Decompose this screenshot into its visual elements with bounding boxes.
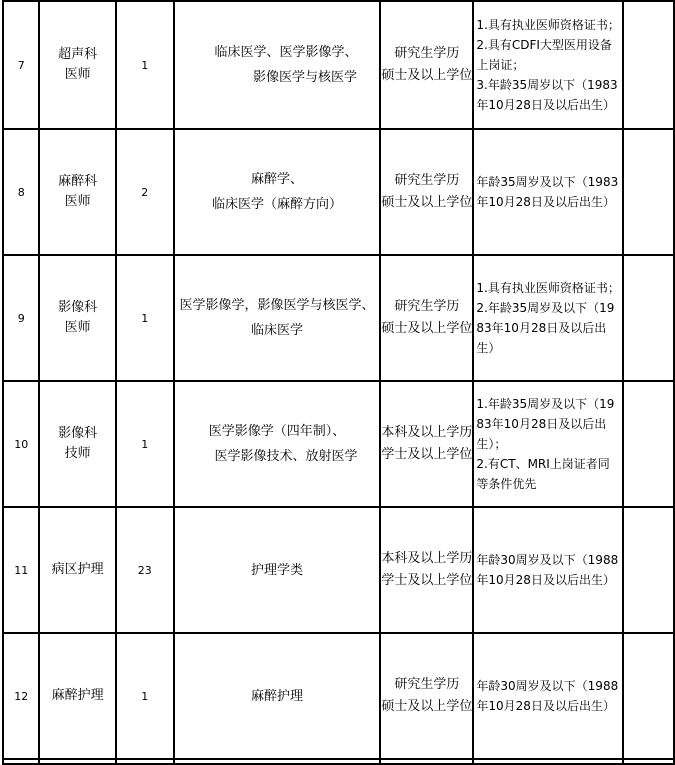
major-line: 麻醉护理 <box>251 688 304 704</box>
position-cell <box>39 1 115 129</box>
table-row <box>3 129 674 255</box>
remarks-cell <box>623 255 674 381</box>
education-line: 学士及以上学位 <box>381 573 473 588</box>
row-number: 10 <box>3 381 39 507</box>
education-line: 本科及以上学历 <box>381 425 473 440</box>
headcount-cell: 1 <box>116 633 174 759</box>
table-cell <box>174 759 381 764</box>
requirements-cell <box>473 381 623 507</box>
position-cell <box>39 633 115 759</box>
requirement-line: 2.年龄35周岁及以下（1983年10月28日及以后出生） <box>476 301 615 355</box>
requirements-cell <box>473 129 623 255</box>
requirements-cell <box>473 507 623 633</box>
education-line: 研究生学历 <box>394 677 460 692</box>
major-cell <box>174 381 381 507</box>
row-number: 8 <box>3 129 39 255</box>
position-line: 医师 <box>64 194 91 209</box>
requirement-line: 年龄35周岁及以下（1983年10月28日及以后出生） <box>476 175 619 209</box>
requirement-line: 1.具有执业医师资格证书； <box>476 281 620 295</box>
recruitment-table <box>2 0 675 765</box>
major-line: 临床医学、医学影像学、 <box>214 45 358 60</box>
major-cell <box>174 507 381 633</box>
education-line: 硕士及以上学位 <box>381 68 473 83</box>
position-line: 超声科 <box>58 47 98 62</box>
remarks-cell <box>623 1 674 129</box>
table-row-cut-off <box>3 759 674 764</box>
headcount-cell: 23 <box>116 507 174 633</box>
education-cell <box>380 129 473 255</box>
major-line: 医学影像学，影像医学与核医学、 <box>179 298 375 313</box>
education-line: 硕士及以上学位 <box>381 195 473 210</box>
requirement-line: 1.具有执业医师资格证书； <box>476 18 620 32</box>
row-number: 11 <box>3 507 39 633</box>
major-line: 临床医学 <box>251 323 304 338</box>
requirements-cell <box>473 1 623 129</box>
major-line: 医学影像学（四年制）、 <box>208 424 346 439</box>
position-cell <box>39 255 115 381</box>
education-line: 硕士及以上学位 <box>381 321 473 336</box>
education-line: 研究生学历 <box>394 173 460 188</box>
position-line: 影像科 <box>58 300 98 315</box>
table-row <box>3 381 674 507</box>
position-cell <box>39 507 115 633</box>
table-row <box>3 633 674 759</box>
headcount-cell: 2 <box>116 129 174 255</box>
requirement-line: 3.年龄35周岁以下（1983年10月28日及以后出生） <box>476 78 618 112</box>
requirements-cell <box>473 255 623 381</box>
requirement-line: 1.年龄35周岁及以下（1983年10月28日及以后出生）； <box>476 397 615 451</box>
education-cell <box>380 1 473 129</box>
requirement-line: 年龄30周岁及以下（1988年10月28日及以后出生） <box>476 679 619 713</box>
major-cell <box>174 633 381 759</box>
requirement-line: 年龄30周岁及以下（1988年10月28日及以后出生） <box>476 553 619 587</box>
education-line: 研究生学历 <box>394 46 460 61</box>
position-line: 影像科 <box>58 426 98 441</box>
remarks-cell <box>623 507 674 633</box>
remarks-cell <box>623 381 674 507</box>
table-row <box>3 507 674 633</box>
table-row <box>3 255 674 381</box>
headcount-cell: 1 <box>116 381 174 507</box>
position-cell <box>39 381 115 507</box>
table-cell <box>39 759 115 764</box>
table-cell <box>116 759 174 764</box>
table-cell <box>473 759 623 764</box>
requirement-line: 2.有CT、MRI上岗证者同等条件优先 <box>476 457 610 491</box>
major-cell <box>174 255 381 381</box>
major-cell <box>174 129 381 255</box>
education-cell <box>380 255 473 381</box>
education-line: 本科及以上学历 <box>381 551 473 566</box>
major-cell <box>174 1 381 129</box>
remarks-cell <box>623 633 674 759</box>
row-number: 7 <box>3 1 39 129</box>
education-cell <box>380 381 473 507</box>
position-line: 麻醉护理 <box>51 688 104 703</box>
position-line: 麻醉科 <box>58 174 98 189</box>
table-cell <box>380 759 473 764</box>
headcount-cell: 1 <box>116 1 174 129</box>
major-line: 医学影像技术、放射医学 <box>214 449 358 464</box>
education-line: 研究生学历 <box>394 299 460 314</box>
headcount-cell: 1 <box>116 255 174 381</box>
major-line: 影像医学与核医学 <box>253 70 358 85</box>
position-line: 医师 <box>64 320 91 335</box>
position-line: 病区护理 <box>51 562 104 577</box>
education-line: 学士及以上学位 <box>381 447 473 462</box>
requirements-cell <box>473 633 623 759</box>
row-number: 9 <box>3 255 39 381</box>
education-cell <box>380 507 473 633</box>
remarks-cell <box>623 129 674 255</box>
row-number: 12 <box>3 633 39 759</box>
major-line: 临床医学（麻醉方向） <box>212 197 343 212</box>
table-cell <box>623 759 674 764</box>
major-line: 麻醉学、 <box>251 172 304 187</box>
requirement-line: 2.具有CDFI大型医用设备上岗证； <box>476 38 612 72</box>
education-line: 硕士及以上学位 <box>381 699 473 714</box>
position-line: 技师 <box>64 446 91 461</box>
table-row <box>3 1 674 129</box>
position-line: 医师 <box>64 67 91 82</box>
table-cell <box>3 759 39 764</box>
position-cell <box>39 129 115 255</box>
major-line: 护理学类 <box>251 562 304 578</box>
education-cell <box>380 633 473 759</box>
